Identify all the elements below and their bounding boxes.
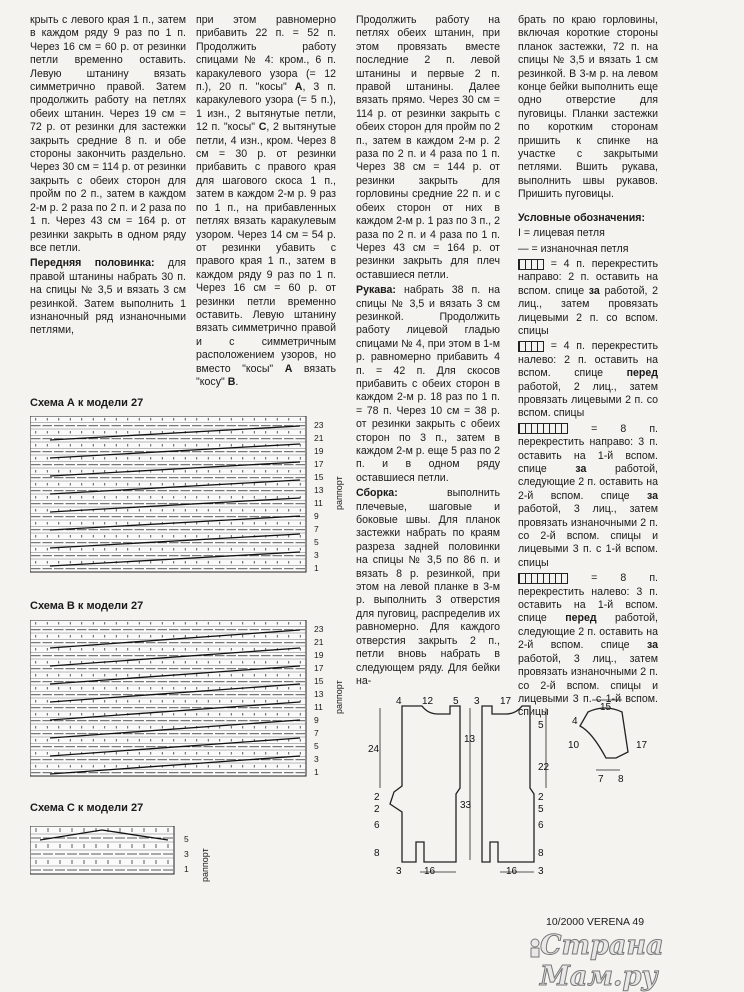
row-number: 5 (184, 834, 189, 844)
dim-label: 24 (368, 744, 380, 755)
paragraph-text: набрать 38 п. на спицы № 3,5 и вязать 3 см резинкой. Продолжить работу лицевой гладью спицами № 4, при этом в 1-м р. равномерно прибавить 4 п. = 42 п. Для скосов прибавить с обеих сторон в каждом 2-м р. 18 раз по 1 п. = 78 п. Через 10 см = 38 р. от резинки закрыть с обеих сторон по 3 п., затем в каждом 2-м р. еще 5 раз по 2 п. и в одном ряду оставшиеся петли. (356, 284, 500, 484)
emphasis: за (588, 284, 600, 297)
text-column-1 (30, 14, 186, 338)
dim-label: 3 (538, 866, 544, 877)
pattern-letter: С (258, 121, 267, 134)
row-number: 7 (314, 524, 319, 534)
text: = 4 п. перекрестить налево: 2 п. оставить на вспом. спице (518, 340, 658, 380)
dim-label: 8 (618, 774, 624, 785)
text: вязать "косу" (196, 362, 336, 388)
text: . (235, 375, 239, 388)
text-column-2 (196, 14, 336, 389)
dim-label: 2 (374, 804, 380, 815)
paragraph: брать по краю горловины, включая короткие стороны планок застежки, 72 п. на спицы № 3,5 и вязать 1 см резинкой. В 3-м р. на левом конце бейки выполнить еще одно отверстие для пуговицы. Планки застежки по коротким сторонам пришить к спинке на участке с закрытыми петлями. Вшить рукава, выполнить швы рукавов. Пришить пуговицы. (518, 14, 658, 201)
row-number: 1 (314, 767, 319, 777)
row-number: 5 (314, 741, 319, 751)
dim-label: 16 (424, 866, 436, 877)
dim-label: 5 (538, 804, 544, 815)
dim-label: 22 (538, 762, 550, 773)
dim-label: 5 (453, 696, 459, 707)
row-number: 9 (314, 511, 319, 521)
row-number: 13 (314, 689, 324, 699)
cable-right-4-icon (518, 259, 544, 270)
paragraph (356, 284, 500, 485)
legend-heading: Условные обозначения: (518, 211, 645, 224)
section-heading: Рукава: (356, 284, 396, 297)
paragraph (196, 14, 336, 389)
row-number: 13 (314, 485, 324, 495)
dim-label: 8 (374, 848, 380, 859)
dim-label: 5 (538, 720, 544, 731)
text: работой, 2 лиц., затем провязать лицевыми 2 п. со вспом. спицы (518, 380, 658, 420)
row-number: 11 (314, 702, 323, 712)
dim-label: 7 (598, 774, 604, 785)
cable-right-8-icon (518, 423, 568, 434)
text: работой, следующие 2 п. оставить на 2-й вспом. спице (518, 612, 658, 652)
dim-label: 10 (568, 740, 580, 751)
text: работой, 2 лиц., затем провязать лицевыми 2 п. со вспом. спицы (518, 284, 658, 337)
scheme-b-title: Схема В к модели 27 (30, 600, 144, 612)
dim-label: 12 (422, 696, 434, 707)
row-number: 3 (314, 754, 319, 764)
row-number: 21 (314, 637, 324, 647)
cable-left-4-icon (518, 341, 544, 352)
row-number: 19 (314, 650, 324, 660)
row-number: 19 (314, 446, 324, 456)
text: = 8 п. перекрестить направо: 3 п. оставить на 1-й вспом. спице (518, 422, 658, 475)
scheme-a-title: Схема А к модели 27 (30, 397, 144, 409)
text: при этом равномерно прибавить 22 п. = 52 п. Продолжить работу спицами № 4: кром., 6 п. каракулевого узора (= 12 п.), 20 п. "косы" (196, 14, 336, 94)
dim-label: 6 (538, 820, 544, 831)
row-number: 11 (314, 498, 323, 508)
watermark: Страна Мам.ру (540, 930, 664, 992)
paragraph: крыть с левого края 1 п., затем в каждом ряду 9 раз по 1 п. Через 16 см = 60 р. от резинки петли временно оставить. Левую штанину вязать симметрично правой. Затем продолжить работу на петлях обеих штанин. Через 19 см = 72 р. от резинки для застежки закрыть средние 8 п. и обе стороны закончить раздельно. Через 30 см = 114 р. от резинки закрыть с обеих сторон для пройм по 2 п., затем в каждом 2-м р. 2 раза по 2 п. и 2 раза по 1 п. Через 43 см = 164 р. от резинки закрыть в одном ряду все петли. (30, 14, 186, 254)
text: = 8 п. перекрестить налево: 3 п. оставить на 1-й вспом. спице (518, 572, 658, 625)
section-heading: Передняя половинка: (30, 257, 155, 270)
text: , 3 п. каракулевого узора (= 5 п.), 1 изн., 2 вытянутые петли, 12 п. "косы" (196, 81, 336, 134)
dim-label: 2 (538, 792, 544, 803)
row-number: 23 (314, 420, 324, 430)
row-number: 1 (184, 864, 189, 874)
row-number: 23 (314, 624, 324, 634)
paragraph: Продолжить работу на петлях обеих штанин, при этом провязать вместе последние 2 п. левой штанины и первые 2 п. правой штанины. Далее вязать прямо. Через 30 см = 114 р. от резинки закрыть с обеих сторон для пройм по 2 п., затем в каждом 2-м р. 2 раза по 2 п. и 4 раза по 1 п. Через 38 см = 144 р. от резинки закрыть для горловины средние 22 п. и с обеих сторон от них в каждом 2-м р. 1 раз по 3 п., 2 раза по 2 п. и 4 раза по 1 п. Через 43 см = 164 р. от резинки закрыть для плеч оставшиеся петли. (356, 14, 500, 281)
scheme-b-grid (30, 620, 320, 780)
legend-item: — = изнаночная петля (518, 242, 629, 255)
emphasis: за (575, 463, 587, 475)
scheme-a-rapport-label: раппорт (334, 476, 344, 510)
row-number: 5 (314, 537, 319, 547)
legend-item (518, 423, 658, 570)
row-number: 21 (314, 433, 324, 443)
row-number: 1 (314, 563, 319, 573)
paragraph (356, 487, 500, 688)
scheme-b-rapport-label: раппорт (334, 680, 344, 714)
legend-item (518, 340, 658, 420)
pattern-letter: А (294, 81, 303, 94)
dim-label: 3 (396, 866, 402, 877)
text: , 2 вытянутые петли, 4 изн., кром. Через 8 см = 30 р. от резинки прибавить с правого края для шагового скоса 1 п., затем в каждом 2-м р. 9 раз по 1 п., на прибавленных петлях вязать каракулевым узором. Через 14 см = 54 р. от резинки убавить с правого края 1 п., затем в каждом ряду 9 раз по 1 п. Через 16 см = 60 р. от резинки петли временно оставить. Левую штанину вязать симметрично правой и с симметричным расположением узоров, но вместо "косы" (196, 121, 336, 375)
legend-title (518, 212, 658, 225)
paragraph-text: выполнить плечевые, шаговые и боковые швы. Для планок застежки набрать по краям разреза задней половинки на спицы № 3,5 по 86 п. и вязать 8 р. резинкой, при этом на левой планке в 3-м р. выполнить 3 отверстия для пуговиц, распределив их равномерно. Для каждого отверстия закрыть 2 п., петли вновь набрать в следующем ряду. Для бейки на- (356, 487, 500, 687)
row-number: 15 (314, 472, 324, 482)
dim-label: 15 (600, 702, 612, 713)
row-number: 7 (314, 728, 319, 738)
dim-label: 16 (506, 866, 518, 877)
dim-label: 17 (636, 740, 648, 751)
text: работой, 3 лиц., затем провязать изнаночными 2 п. со 2-й вспом. спицы и лицевыми 3 п. с 1-й вспом. спицы (518, 652, 658, 719)
legend-item (518, 258, 658, 338)
emphasis: перед (626, 367, 658, 380)
pattern-letter: В (227, 375, 236, 388)
dim-label: 13 (464, 734, 476, 745)
pattern-letter: А (284, 362, 293, 375)
row-number: 9 (314, 715, 319, 725)
dim-label: 17 (500, 696, 512, 707)
text: = 4 п. перекрестить направо: 2 п. оставить на вспом. спице (518, 257, 658, 297)
dim-label: 3 (474, 696, 480, 707)
text-column-4 (518, 14, 658, 720)
row-number: 3 (314, 550, 319, 560)
scheme-c-rapport-label: раппорт (200, 848, 210, 882)
row-number: 3 (184, 849, 189, 859)
dim-label: 4 (396, 696, 402, 707)
emphasis: за (646, 639, 658, 652)
row-number: 17 (314, 663, 324, 673)
dim-label: 8 (538, 848, 544, 859)
dim-label: 33 (460, 800, 472, 811)
section-heading: Сборка: (356, 487, 398, 500)
text: работой, следующие 2 п. оставить на 2-й вспом. спице (518, 463, 658, 502)
scheme-c-grid (30, 826, 180, 876)
row-number: 17 (314, 459, 324, 469)
cable-left-8-icon (518, 573, 568, 584)
text: работой, 3 лиц., затем провязать изнаночными 2 п. со 2-й вспом. спицы и лицевыми 3 п. с 1-й вспом. спицы (518, 503, 658, 569)
paragraph (30, 257, 186, 337)
legend-item: I = лицевая петля (518, 227, 605, 240)
scheme-a-grid (30, 416, 320, 576)
emphasis: перед (565, 612, 597, 625)
paragraph-text: для правой штанины набрать 30 п. на спицы № 3,5 и вязать 3 см резинкой. Затем выполнить 1 изнаночный ряд изнаночными петлями, (30, 257, 186, 337)
row-number: 15 (314, 676, 324, 686)
page-footer: 10/2000 VERENA 49 (546, 916, 645, 928)
scheme-c-title: Схема С к модели 27 (30, 802, 144, 814)
dim-label: 4 (572, 716, 578, 727)
dim-label: 6 (374, 820, 380, 831)
garment-pattern-diagram (360, 692, 660, 882)
emphasis: за (646, 489, 658, 502)
text-column-3 (356, 14, 500, 688)
dim-label: 2 (374, 792, 380, 803)
